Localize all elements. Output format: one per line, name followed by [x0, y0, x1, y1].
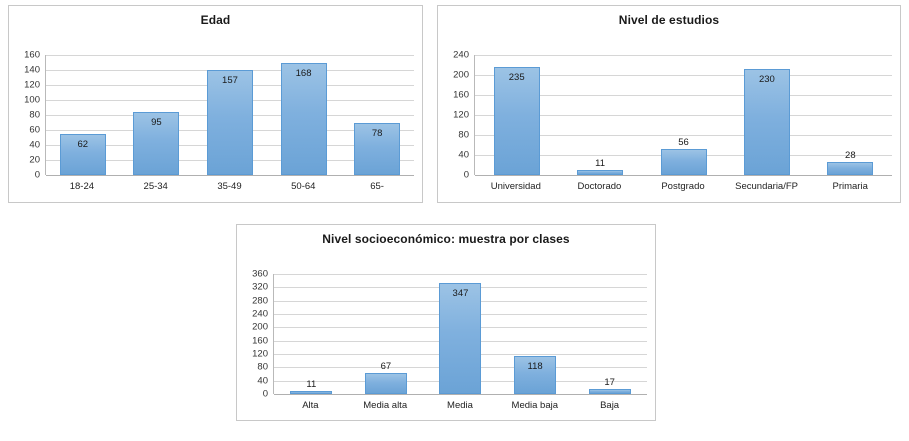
chart-nivel-socioeconomico [236, 224, 656, 421]
bar-slot [558, 55, 641, 175]
chart-nivel-socioeconomico-title: Nivel socioeconómico: muestra por clases [322, 232, 570, 246]
bar-slot [423, 274, 498, 394]
bar-slot [572, 274, 647, 394]
bar-baja[interactable] [589, 376, 631, 394]
chart-edad-plot [9, 27, 422, 223]
bar-slot [642, 55, 725, 175]
bar-media[interactable] [439, 283, 481, 394]
y-tick: 160 [252, 334, 268, 346]
chart-nivel-estudios-plot [438, 27, 900, 223]
bar-value-label: 95 [151, 116, 162, 128]
bar-value-label: 67 [380, 360, 392, 372]
bar-slot [267, 55, 341, 175]
x-label: Secundaria/FP [735, 181, 798, 192]
bar-value-label: 78 [371, 128, 383, 139]
chart-edad-x-labels [45, 182, 414, 192]
bar-media-baja[interactable] [514, 356, 556, 394]
bar-slot [498, 274, 573, 394]
x-label: Primaria [832, 181, 868, 192]
y-tick: 240 [252, 308, 268, 320]
chart-nivel-estudios-y-axis [438, 27, 472, 223]
bar-postgrado[interactable] [661, 137, 707, 175]
bar-media-alta[interactable] [365, 360, 407, 394]
bar-doctorado[interactable] [577, 157, 623, 175]
bar-secundaria-fp[interactable] [744, 69, 790, 175]
x-label: Universidad [490, 181, 541, 192]
bar-slot [274, 274, 349, 394]
chart-edad [8, 5, 423, 203]
axis-baseline [46, 175, 414, 176]
y-tick: 40 [29, 139, 40, 151]
bar-value-label: 168 [295, 68, 312, 79]
chart-nivel-socioeconomico-y-axis [237, 246, 271, 441]
bar-value-label: 230 [758, 73, 775, 85]
chart-nivel-socioeconomico-plot [237, 246, 655, 441]
bar-65[interactable] [354, 123, 400, 175]
y-tick: 40 [257, 374, 268, 386]
bar-slot [809, 55, 892, 175]
y-tick: 60 [29, 124, 40, 136]
bar-value-label: 17 [604, 376, 615, 388]
bar-slot [725, 55, 808, 175]
chart-edad-bars [46, 55, 414, 175]
x-label: Media baja [511, 400, 559, 411]
y-tick: 80 [257, 361, 268, 373]
bar-value-label: 28 [845, 150, 856, 162]
x-label: Media alta [363, 400, 408, 411]
bar-25-34[interactable] [133, 112, 179, 175]
bar-slot [340, 55, 414, 175]
y-tick: 160 [453, 89, 469, 101]
bar-value-label: 118 [527, 361, 543, 373]
chart-edad-grid [45, 55, 414, 175]
chart-nivel-estudios-grid [474, 55, 892, 175]
bar-universidad[interactable] [494, 67, 540, 176]
chart-nivel-socioeconomico-bars [274, 274, 647, 394]
bar-value-label: 62 [77, 138, 89, 150]
bar-value-label: 11 [595, 157, 606, 169]
bar-alta[interactable] [290, 378, 332, 395]
y-tick: 120 [252, 348, 268, 360]
chart-nivel-estudios-title: Nivel de estudios [618, 13, 720, 27]
x-label: 25-34 [143, 181, 168, 192]
y-tick: 100 [24, 94, 40, 106]
bar-slot [475, 55, 558, 175]
bar-50-64[interactable] [281, 63, 327, 175]
axis-baseline [274, 394, 647, 395]
x-label: 35-49 [217, 181, 242, 192]
y-tick: 0 [463, 169, 469, 181]
chart-nivel-estudios-x-labels [474, 182, 892, 192]
bar-value-label: 235 [508, 71, 525, 83]
bar-primaria[interactable] [827, 150, 873, 175]
y-tick: 240 [453, 49, 469, 61]
y-tick: 200 [453, 69, 469, 81]
y-tick: 120 [24, 79, 40, 91]
chart-nivel-socioeconomico-grid [273, 274, 647, 394]
chart-nivel-socioeconomico-x-labels [273, 401, 647, 411]
x-label: 18-24 [69, 181, 95, 192]
x-label: 50-64 [291, 181, 316, 192]
bar-slot [46, 55, 120, 175]
x-label: Doctorado [577, 181, 622, 192]
bar-slot [349, 274, 424, 394]
bar-value-label: 157 [222, 75, 238, 87]
x-label: Baja [600, 400, 620, 411]
y-tick: 0 [262, 388, 268, 400]
bar-18-24[interactable] [60, 134, 106, 175]
bar-slot [120, 55, 194, 175]
y-tick: 200 [252, 321, 268, 333]
chart-edad-title: Edad [200, 13, 231, 27]
y-tick: 120 [453, 109, 469, 121]
y-tick: 80 [458, 129, 469, 141]
chart-nivel-estudios-bars [475, 55, 892, 175]
axis-baseline [475, 175, 892, 176]
bar-35-49[interactable] [207, 70, 253, 175]
y-tick: 0 [34, 169, 40, 181]
bar-value-label: 11 [306, 378, 317, 390]
x-label: Alta [302, 400, 319, 411]
chart-nivel-estudios [437, 5, 901, 203]
bar-value-label: 56 [678, 137, 689, 149]
y-tick: 280 [252, 294, 268, 306]
y-tick: 160 [24, 49, 40, 61]
y-tick: 320 [252, 281, 268, 293]
x-label: 65- [370, 181, 384, 192]
bar-value-label: 347 [452, 288, 469, 299]
y-tick: 140 [24, 64, 40, 76]
y-tick: 40 [458, 149, 469, 161]
x-label: Media [447, 400, 473, 411]
chart-edad-y-axis [9, 27, 43, 223]
y-tick: 20 [29, 154, 40, 166]
y-tick: 80 [29, 109, 40, 121]
y-tick: 360 [252, 268, 268, 280]
x-label: Postgrado [661, 181, 705, 192]
bar-slot [193, 55, 267, 175]
